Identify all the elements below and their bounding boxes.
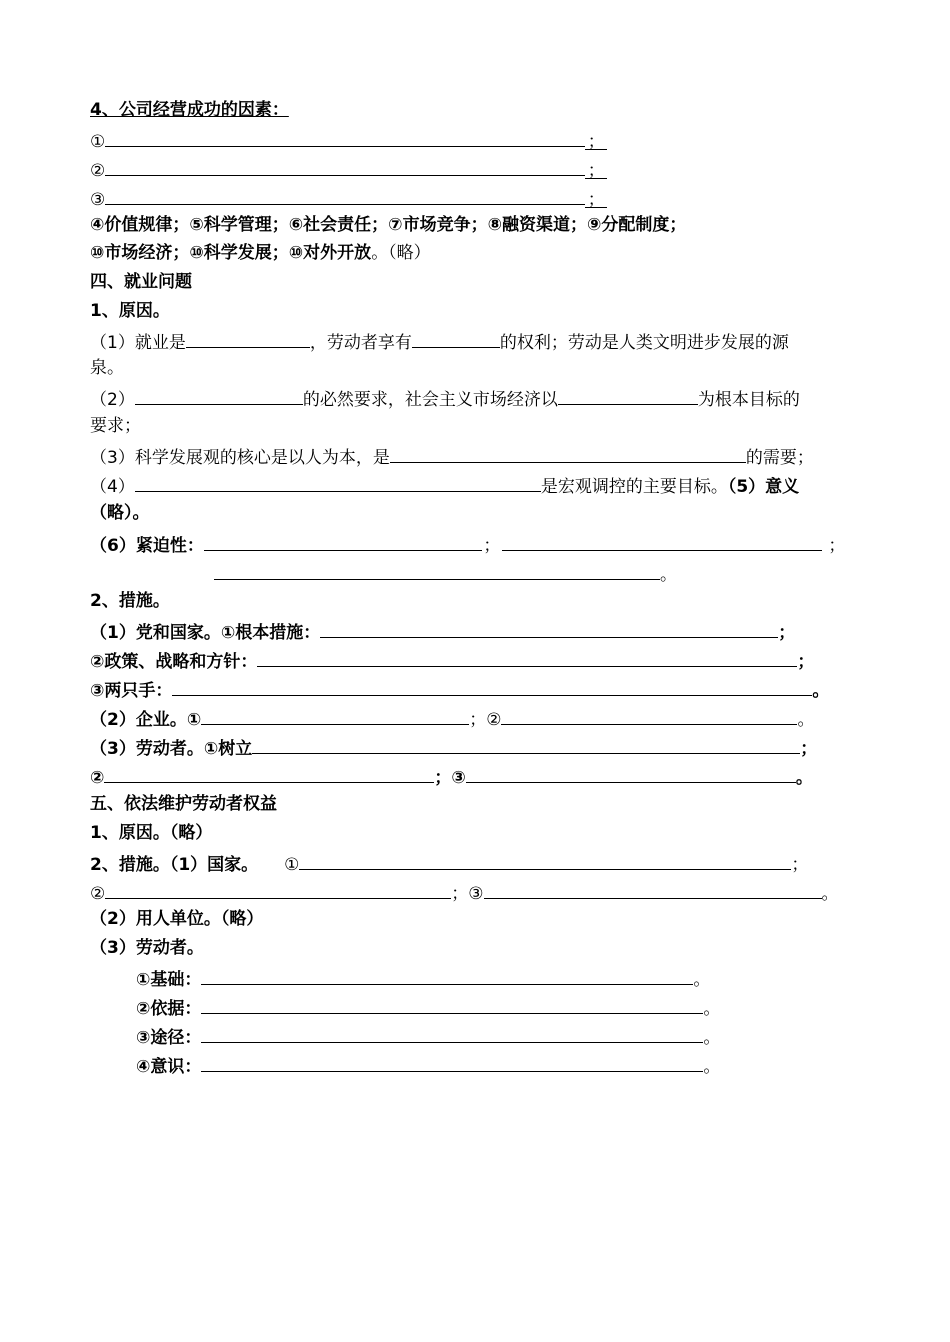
measure-text: ；② xyxy=(469,710,502,730)
fill-blank[interactable] xyxy=(412,329,500,348)
success-factors-list-1: ④价值规律；⑤科学管理；⑥社会责任；⑦市场竞争；⑧融资渠道；⑨分配制度； xyxy=(90,215,687,235)
period: 。 xyxy=(693,970,711,990)
item-marker: ③ xyxy=(90,190,106,210)
period: 。 xyxy=(795,768,813,788)
fill-blank[interactable] xyxy=(201,706,469,725)
fill-blank[interactable] xyxy=(204,532,482,551)
reason-text: 的必然要求，社会主义市场经济以 xyxy=(302,390,558,410)
reason-5-omitted: （略）。 xyxy=(90,503,150,523)
period: 。 xyxy=(703,1057,721,1077)
measure-text: ②政策、战略和方针： xyxy=(90,652,258,672)
reason-text: 的权利；劳动是人类文明进步发展的源 xyxy=(499,333,789,353)
fill-blank[interactable] xyxy=(201,1053,703,1072)
measure-text: ；③ xyxy=(451,884,484,904)
reason-5-label: （5）意义 xyxy=(727,477,800,497)
period: 。 xyxy=(797,710,815,730)
rights-measures-state-cont xyxy=(90,880,839,905)
reason-1 xyxy=(90,329,789,354)
worker-label: ①基础： xyxy=(136,970,202,990)
reason-text: 为根本目标的 xyxy=(697,390,800,410)
semicolon: ； xyxy=(828,536,846,556)
reason-2-cont: 要求； xyxy=(90,416,141,436)
worker-label: ②依据： xyxy=(136,999,202,1019)
semicolon: ； xyxy=(791,855,809,875)
semicolon: ； xyxy=(585,160,607,179)
omitted-note: 。（略） xyxy=(371,243,431,263)
success-factors-list-text: ⑩市场经济；⑩科学发展；⑩对外开放 xyxy=(90,243,372,263)
reason-text: 的需要； xyxy=(745,448,814,468)
measure-text: ③两只手： xyxy=(90,681,173,701)
success-factor-1 xyxy=(90,128,607,153)
rights-measures-state xyxy=(90,851,809,876)
fill-blank[interactable] xyxy=(201,995,703,1014)
item-marker: ① xyxy=(90,132,106,152)
fill-blank[interactable] xyxy=(172,677,812,696)
worker-basis xyxy=(136,966,710,991)
reason-text: ，劳动者享有 xyxy=(309,333,412,353)
fill-blank[interactable] xyxy=(252,735,800,754)
reason-6-cont xyxy=(214,561,677,586)
success-factor-2 xyxy=(90,157,607,182)
reason-text: （4） xyxy=(90,477,135,497)
period: 。 xyxy=(812,681,830,701)
item-marker: ② xyxy=(90,161,106,181)
fill-blank[interactable] xyxy=(104,764,434,783)
measure-two-hands xyxy=(90,677,829,702)
fill-blank[interactable] xyxy=(466,764,796,783)
semicolon: ； xyxy=(800,739,818,759)
section-title-success-factors: 4、公司经营成功的因素： xyxy=(90,100,289,120)
measure-text: ② xyxy=(90,768,105,788)
measure-text: （2）企业。① xyxy=(90,710,202,730)
reason-text: （2） xyxy=(90,390,135,410)
worker-label: ④意识： xyxy=(136,1057,202,1077)
fill-blank[interactable] xyxy=(105,157,585,176)
period: 。 xyxy=(660,565,677,585)
reason-2 xyxy=(90,386,800,411)
fill-blank[interactable] xyxy=(135,386,303,405)
fill-blank[interactable] xyxy=(390,444,746,463)
success-factor-3 xyxy=(90,186,607,211)
semicolon: ； xyxy=(797,652,815,672)
fill-blank[interactable] xyxy=(105,186,585,205)
section-title-rights: 五、依法维护劳动者权益 xyxy=(90,794,277,814)
worker-channel xyxy=(136,1024,720,1049)
fill-blank[interactable] xyxy=(501,706,797,725)
worker-label: ③途径： xyxy=(136,1028,202,1048)
period: 。 xyxy=(703,999,721,1019)
employment-reasons-title: 1、原因。 xyxy=(90,301,170,321)
measure-text: （1）党和国家。①根本措施： xyxy=(90,623,321,643)
measure-text: ；③ xyxy=(434,768,466,788)
employment-measures-title: 2、措施。 xyxy=(90,591,170,611)
semicolon: ； xyxy=(585,189,607,208)
reason-1-cont: 泉。 xyxy=(90,358,124,378)
fill-blank[interactable] xyxy=(105,880,451,899)
fill-blank[interactable] xyxy=(214,561,660,580)
semicolon: ； xyxy=(778,623,796,643)
period: 。 xyxy=(821,884,839,904)
worker-awareness xyxy=(136,1053,720,1078)
fill-blank[interactable] xyxy=(502,532,822,551)
reason-text: （3）科学发展观的核心是以人为本，是 xyxy=(90,448,390,468)
fill-blank[interactable] xyxy=(484,880,822,899)
urgency-label: （6）紧迫性： xyxy=(90,536,204,556)
measure-text: （3）劳动者。①树立 xyxy=(90,739,253,759)
worker-grounds xyxy=(136,995,720,1020)
reason-6 xyxy=(90,532,852,557)
fill-blank[interactable] xyxy=(186,329,310,348)
fill-blank[interactable] xyxy=(201,966,693,985)
reason-3 xyxy=(90,444,814,469)
semicolon: ； xyxy=(483,536,501,556)
rights-reasons: 1、原因。（略） xyxy=(90,823,213,843)
success-factors-list-2 xyxy=(90,242,431,264)
measure-worker xyxy=(90,735,817,760)
fill-blank[interactable] xyxy=(558,386,698,405)
measure-text: 2、措施。（1）国家。 xyxy=(90,855,259,875)
section-title-employment: 四、就业问题 xyxy=(90,272,192,292)
fill-blank[interactable] xyxy=(320,619,778,638)
item-marker: ② xyxy=(90,884,106,904)
reason-text: （1）就业是 xyxy=(90,333,186,353)
fill-blank[interactable] xyxy=(257,648,797,667)
reason-text: 是宏观调控的主要目标。 xyxy=(540,477,728,497)
item-marker: ① xyxy=(284,855,300,875)
measure-policy xyxy=(90,648,814,673)
fill-blank[interactable] xyxy=(299,851,791,870)
measure-party-state xyxy=(90,619,795,644)
reason-4 xyxy=(90,473,799,498)
measure-worker-cont xyxy=(90,764,813,789)
fill-blank[interactable] xyxy=(135,473,541,492)
rights-worker: （3）劳动者。 xyxy=(90,938,204,958)
fill-blank[interactable] xyxy=(201,1024,703,1043)
rights-employer: （2）用人单位。（略） xyxy=(90,909,264,929)
semicolon: ； xyxy=(585,131,607,150)
measure-enterprise xyxy=(90,706,814,731)
period: 。 xyxy=(703,1028,721,1048)
fill-blank[interactable] xyxy=(105,128,585,147)
